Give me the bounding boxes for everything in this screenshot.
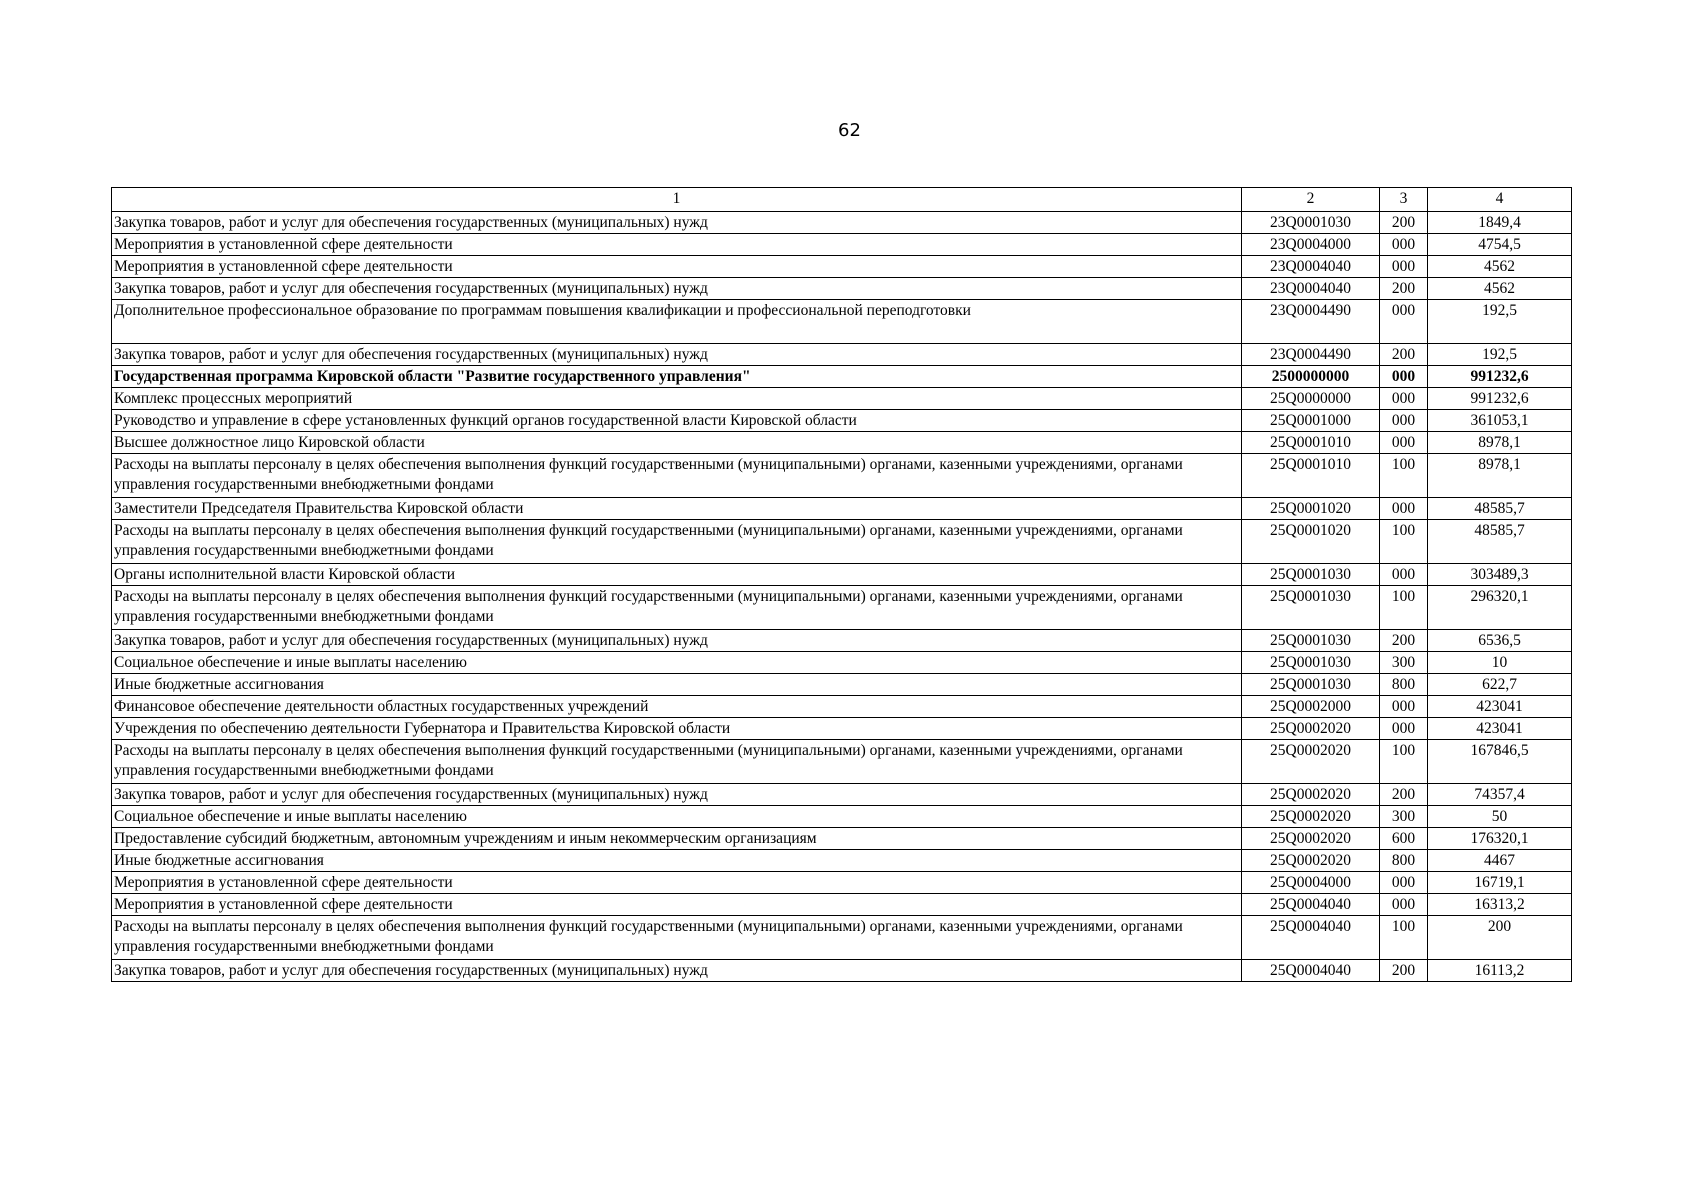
table-row <box>112 806 1572 828</box>
table-row <box>112 278 1572 300</box>
amount-cell: 1849,4 <box>1428 212 1572 234</box>
amount-cell: 10 <box>1428 652 1572 674</box>
code-cell: 25Q0004040 <box>1242 894 1380 916</box>
amount-cell: 192,5 <box>1428 344 1572 366</box>
table-row <box>112 894 1572 916</box>
name-cell: Расходы на выплаты персоналу в целях обеспечения выполнения функций государственными (муниципальными) органами, казенными учреждениями, органами управления государственными внебюджетными фондами <box>112 454 1242 498</box>
table-row <box>112 234 1572 256</box>
page-number: 62 <box>838 120 861 141</box>
amount-cell: 4562 <box>1428 278 1572 300</box>
expense-type-cell: 000 <box>1380 234 1428 256</box>
name-cell: Закупка товаров, работ и услуг для обеспечения государственных (муниципальных) нужд <box>112 960 1242 982</box>
table-row <box>112 564 1572 586</box>
amount-cell: 16313,2 <box>1428 894 1572 916</box>
expense-type-cell: 100 <box>1380 454 1428 498</box>
code-cell: 25Q0001010 <box>1242 432 1380 454</box>
expense-type-cell: 600 <box>1380 828 1428 850</box>
header-col-3: 3 <box>1380 188 1428 212</box>
table-row <box>112 256 1572 278</box>
expense-type-cell: 000 <box>1380 718 1428 740</box>
code-cell: 25Q0001010 <box>1242 454 1380 498</box>
expense-type-cell: 100 <box>1380 586 1428 630</box>
amount-cell: 74357,4 <box>1428 784 1572 806</box>
table-row <box>112 454 1572 498</box>
table-row <box>112 366 1572 388</box>
table-row <box>112 960 1572 982</box>
table-body <box>112 212 1572 982</box>
expense-type-cell: 200 <box>1380 960 1428 982</box>
code-cell: 25Q0001020 <box>1242 498 1380 520</box>
name-cell: Высшее должностное лицо Кировской области <box>112 432 1242 454</box>
expense-type-cell: 200 <box>1380 630 1428 652</box>
expense-type-cell: 300 <box>1380 806 1428 828</box>
expense-type-cell: 200 <box>1380 212 1428 234</box>
code-cell: 25Q0001020 <box>1242 520 1380 564</box>
table-row <box>112 696 1572 718</box>
code-cell: 2500000000 <box>1242 366 1380 388</box>
amount-cell: 48585,7 <box>1428 498 1572 520</box>
expense-type-cell: 000 <box>1380 564 1428 586</box>
name-cell: Руководство и управление в сфере установленных функций органов государственной власти Кировской области <box>112 410 1242 432</box>
code-cell: 23Q0001030 <box>1242 212 1380 234</box>
amount-cell: 50 <box>1428 806 1572 828</box>
header-col-1: 1 <box>112 188 1242 212</box>
amount-cell: 200 <box>1428 916 1572 960</box>
expense-type-cell: 300 <box>1380 652 1428 674</box>
code-cell: 25Q0004040 <box>1242 960 1380 982</box>
amount-cell: 8978,1 <box>1428 432 1572 454</box>
budget-table-container <box>111 187 1571 982</box>
code-cell: 25Q0000000 <box>1242 388 1380 410</box>
table-row <box>112 674 1572 696</box>
table-row <box>112 300 1572 344</box>
table-row <box>112 410 1572 432</box>
amount-cell: 176320,1 <box>1428 828 1572 850</box>
code-cell: 25Q0001030 <box>1242 674 1380 696</box>
amount-cell: 423041 <box>1428 718 1572 740</box>
code-cell: 25Q0002020 <box>1242 740 1380 784</box>
table-row <box>112 432 1572 454</box>
code-cell: 25Q0001030 <box>1242 630 1380 652</box>
table-row <box>112 872 1572 894</box>
expense-type-cell: 000 <box>1380 432 1428 454</box>
code-cell: 25Q0002020 <box>1242 850 1380 872</box>
code-cell: 23Q0004000 <box>1242 234 1380 256</box>
header-col-2: 2 <box>1242 188 1380 212</box>
name-cell: Финансовое обеспечение деятельности областных государственных учреждений <box>112 696 1242 718</box>
table-row <box>112 498 1572 520</box>
name-cell: Заместители Председателя Правительства Кировской области <box>112 498 1242 520</box>
code-cell: 25Q0002020 <box>1242 806 1380 828</box>
code-cell: 23Q0004490 <box>1242 300 1380 344</box>
table-row <box>112 740 1572 784</box>
expense-type-cell: 000 <box>1380 366 1428 388</box>
name-cell: Закупка товаров, работ и услуг для обеспечения государственных (муниципальных) нужд <box>112 278 1242 300</box>
code-cell: 25Q0002020 <box>1242 828 1380 850</box>
name-cell: Закупка товаров, работ и услуг для обеспечения государственных (муниципальных) нужд <box>112 212 1242 234</box>
code-cell: 25Q0004000 <box>1242 872 1380 894</box>
amount-cell: 423041 <box>1428 696 1572 718</box>
amount-cell: 303489,3 <box>1428 564 1572 586</box>
amount-cell: 4562 <box>1428 256 1572 278</box>
name-cell: Расходы на выплаты персоналу в целях обеспечения выполнения функций государственными (муниципальными) органами, казенными учреждениями, органами управления государственными внебюджетными фондами <box>112 520 1242 564</box>
amount-cell: 991232,6 <box>1428 388 1572 410</box>
code-cell: 25Q0001030 <box>1242 564 1380 586</box>
amount-cell: 8978,1 <box>1428 454 1572 498</box>
amount-cell: 991232,6 <box>1428 366 1572 388</box>
name-cell: Социальное обеспечение и иные выплаты населению <box>112 652 1242 674</box>
table-row <box>112 212 1572 234</box>
name-cell: Предоставление субсидий бюджетным, автономным учреждениям и иным некоммерческим организациям <box>112 828 1242 850</box>
name-cell: Иные бюджетные ассигнования <box>112 850 1242 872</box>
amount-cell: 296320,1 <box>1428 586 1572 630</box>
expense-type-cell: 100 <box>1380 520 1428 564</box>
expense-type-cell: 200 <box>1380 344 1428 366</box>
table-row <box>112 652 1572 674</box>
expense-type-cell: 000 <box>1380 872 1428 894</box>
name-cell: Мероприятия в установленной сфере деятельности <box>112 872 1242 894</box>
header-row <box>112 188 1572 212</box>
table-row <box>112 630 1572 652</box>
code-cell: 25Q0001030 <box>1242 652 1380 674</box>
table-row <box>112 520 1572 564</box>
table-row <box>112 850 1572 872</box>
table-row <box>112 916 1572 960</box>
expense-type-cell: 000 <box>1380 894 1428 916</box>
code-cell: 23Q0004490 <box>1242 344 1380 366</box>
amount-cell: 6536,5 <box>1428 630 1572 652</box>
table-header <box>112 188 1572 212</box>
header-col-4: 4 <box>1428 188 1572 212</box>
amount-cell: 167846,5 <box>1428 740 1572 784</box>
name-cell: Государственная программа Кировской области "Развитие государственного управления" <box>112 366 1242 388</box>
expense-type-cell: 000 <box>1380 300 1428 344</box>
code-cell: 25Q0001030 <box>1242 586 1380 630</box>
code-cell: 25Q0001000 <box>1242 410 1380 432</box>
name-cell: Мероприятия в установленной сфере деятельности <box>112 256 1242 278</box>
name-cell: Закупка товаров, работ и услуг для обеспечения государственных (муниципальных) нужд <box>112 630 1242 652</box>
name-cell: Мероприятия в установленной сфере деятельности <box>112 234 1242 256</box>
name-cell: Закупка товаров, работ и услуг для обеспечения государственных (муниципальных) нужд <box>112 784 1242 806</box>
code-cell: 25Q0002020 <box>1242 784 1380 806</box>
name-cell: Комплекс процессных мероприятий <box>112 388 1242 410</box>
table-row <box>112 586 1572 630</box>
expense-type-cell: 000 <box>1380 410 1428 432</box>
budget-table <box>111 187 1572 982</box>
table-row <box>112 828 1572 850</box>
name-cell: Расходы на выплаты персоналу в целях обеспечения выполнения функций государственными (муниципальными) органами, казенными учреждениями, органами управления государственными внебюджетными фондами <box>112 740 1242 784</box>
expense-type-cell: 000 <box>1380 256 1428 278</box>
code-cell: 25Q0004040 <box>1242 916 1380 960</box>
amount-cell: 361053,1 <box>1428 410 1572 432</box>
expense-type-cell: 100 <box>1380 740 1428 784</box>
table-row <box>112 344 1572 366</box>
amount-cell: 16113,2 <box>1428 960 1572 982</box>
table-row <box>112 718 1572 740</box>
name-cell: Иные бюджетные ассигнования <box>112 674 1242 696</box>
table-row <box>112 784 1572 806</box>
amount-cell: 48585,7 <box>1428 520 1572 564</box>
expense-type-cell: 000 <box>1380 388 1428 410</box>
amount-cell: 192,5 <box>1428 300 1572 344</box>
expense-type-cell: 100 <box>1380 916 1428 960</box>
name-cell: Расходы на выплаты персоналу в целях обеспечения выполнения функций государственными (муниципальными) органами, казенными учреждениями, органами управления государственными внебюджетными фондами <box>112 916 1242 960</box>
table-row <box>112 388 1572 410</box>
expense-type-cell: 000 <box>1380 498 1428 520</box>
code-cell: 23Q0004040 <box>1242 278 1380 300</box>
expense-type-cell: 200 <box>1380 784 1428 806</box>
amount-cell: 622,7 <box>1428 674 1572 696</box>
name-cell: Мероприятия в установленной сфере деятельности <box>112 894 1242 916</box>
expense-type-cell: 800 <box>1380 850 1428 872</box>
name-cell: Социальное обеспечение и иные выплаты населению <box>112 806 1242 828</box>
expense-type-cell: 000 <box>1380 696 1428 718</box>
name-cell: Закупка товаров, работ и услуг для обеспечения государственных (муниципальных) нужд <box>112 344 1242 366</box>
amount-cell: 4754,5 <box>1428 234 1572 256</box>
name-cell: Расходы на выплаты персоналу в целях обеспечения выполнения функций государственными (муниципальными) органами, казенными учреждениями, органами управления государственными внебюджетными фондами <box>112 586 1242 630</box>
expense-type-cell: 800 <box>1380 674 1428 696</box>
code-cell: 23Q0004040 <box>1242 256 1380 278</box>
amount-cell: 16719,1 <box>1428 872 1572 894</box>
name-cell: Учреждения по обеспечению деятельности Губернатора и Правительства Кировской области <box>112 718 1242 740</box>
code-cell: 25Q0002000 <box>1242 696 1380 718</box>
expense-type-cell: 200 <box>1380 278 1428 300</box>
name-cell: Дополнительное профессиональное образование по программам повышения квалификации и профессиональной переподготовки <box>112 300 1242 344</box>
name-cell: Органы исполнительной власти Кировской области <box>112 564 1242 586</box>
code-cell: 25Q0002020 <box>1242 718 1380 740</box>
amount-cell: 4467 <box>1428 850 1572 872</box>
